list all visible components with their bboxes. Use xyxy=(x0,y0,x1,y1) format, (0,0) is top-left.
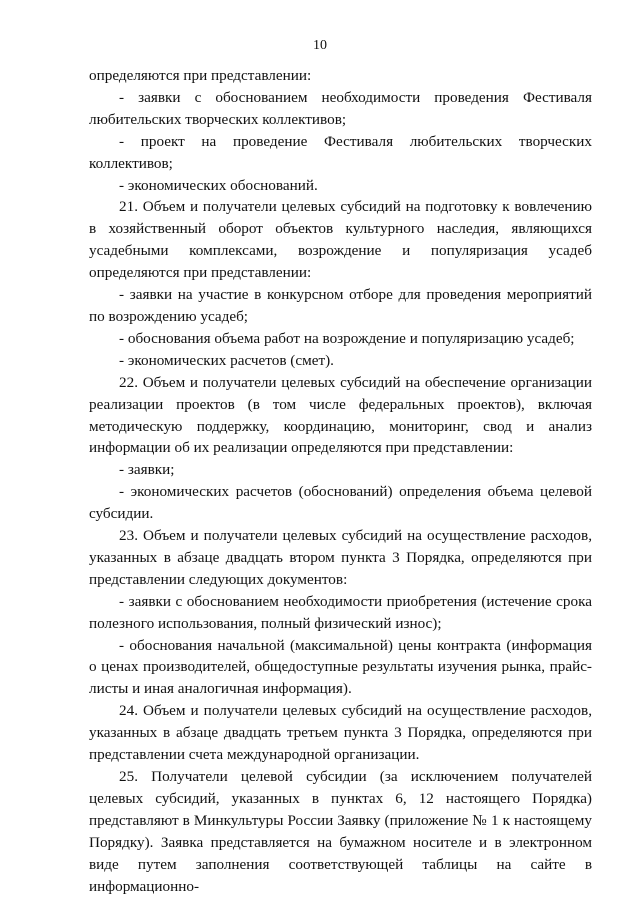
paragraph: - проект на проведение Фестиваля любительских творческих коллективов; xyxy=(89,132,592,172)
paragraph: - экономических обоснований. xyxy=(119,176,318,194)
paragraph: - экономических расчетов (смет). xyxy=(119,351,334,369)
paragraph: определяются при представлении: xyxy=(89,67,312,84)
paragraph: - обоснования начальной (максимальной) цены контракта (информация о ценах производителей, общедоступные результаты изучения рынка, прайс-листы и иная аналогичная информация). xyxy=(89,636,592,698)
paragraph: - заявки с обоснованием необходимости приобретения (истечение срока полезного использования, полный физический износ); xyxy=(89,592,592,632)
paragraph: 22. Объем и получатели целевых субсидий на обеспечение организации реализации проектов (в том числе федеральных проектов), включая методическую поддержку, координацию, мониторинг, свод и анализ информации об их реализации определяются при представлении: xyxy=(89,373,592,457)
paragraph: - заявки с обоснованием необходимости проведения Фестиваля любительских творческих коллективов; xyxy=(89,88,592,128)
paragraph: - экономических расчетов (обоснований) определения объема целевой субсидии. xyxy=(89,483,592,523)
paragraph: - заявки; xyxy=(119,461,175,479)
page-number: 10 xyxy=(313,38,327,53)
paragraph: 23. Объем и получатели целевых субсидий на осуществление расходов, указанных в абзаце двадцать втором пункта 3 Порядка, определяются при представлении следующих документов: xyxy=(89,527,592,588)
paragraph: 24. Объем и получатели целевых субсидий на осуществление расходов, указанных в абзаце двадцать третьем пункта 3 Порядка, определяются при представлении счета международной организации. xyxy=(89,702,592,764)
paragraph: - обоснования объема работ на возрождение и популяризацию усадеб; xyxy=(119,329,575,347)
paragraph: - заявки на участие в конкурсном отборе для проведения мероприятий по возрождению усадеб; xyxy=(89,286,592,325)
paragraph: 25. Получатели целевой субсидии (за исключением получателей целевых субсидий, указанных в пунктах 6, 12 настоящего Порядка) представляют в Минкультуры России Заявку (приложение № 1 к настоящему Порядку). Заявка представляется на бумажном носителе и в электронном виде путем заполнения соответствующей таблицы на сайте в информационно- xyxy=(89,768,592,895)
document-body xyxy=(89,65,592,897)
paragraph: 21. Объем и получатели целевых субсидий на подготовку к вовлечению в хозяйственный оборот объектов культурного наследия, являющихся усадебными комплексами, возрождение и популяризация усадеб определяются при представлении: xyxy=(89,198,592,282)
